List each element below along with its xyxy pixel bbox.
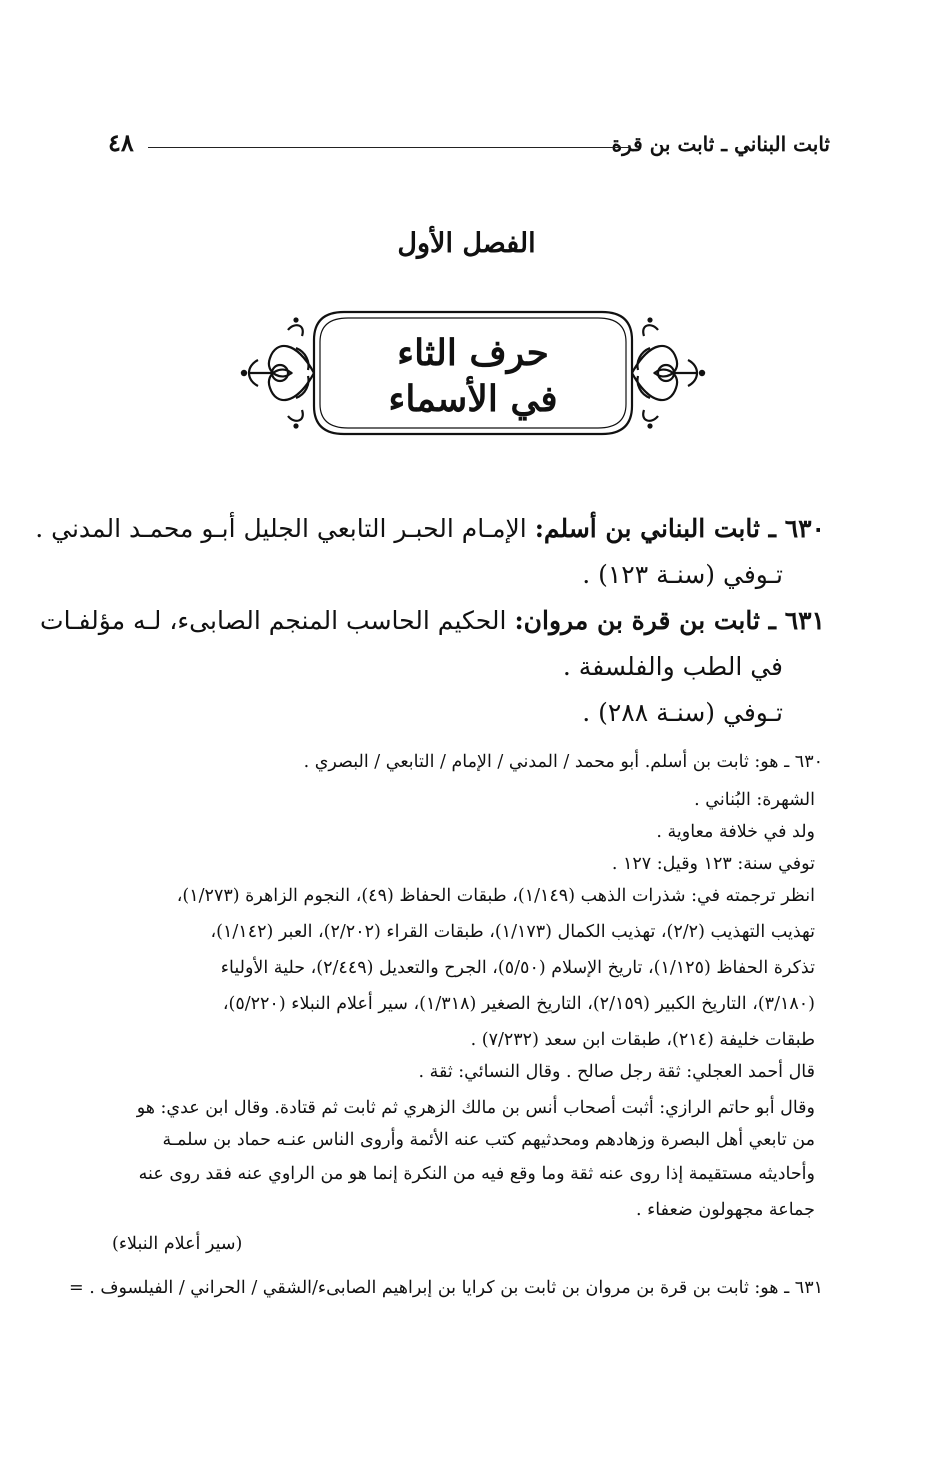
footnote-line: انظر ترجمته في: شذرات الذهب (١/١٤٩)، طبقات الحفاظ (٤٩)، النجوم الزاهرة (١/٢٧٣)، [176, 886, 815, 906]
ornament-line-2: في الأسماء [388, 378, 558, 420]
entry-text: الإمـام الحبـر التابعي الجليل أبـو محمـد المدني . [35, 514, 527, 543]
footnote-line: الشهرة: البُناني . [694, 790, 815, 810]
footnote-line: تهذيب التهذيب (٢/٢)، تهذيب الكمال (١/١٧٣)، طبقات القراء (٢/٢٠٢)، العبر (١/١٤٢)، [210, 922, 815, 942]
footnote-source: (سير أعلام النبلاء) [112, 1234, 243, 1254]
ornamental-title-frame [236, 300, 710, 450]
entry-631-line: تـوفي (سنـة ٢٨٨) . [582, 698, 783, 727]
footnote-line: جماعة مجهولون ضعفاء . [635, 1200, 815, 1220]
footnote-line: قال أحمد العجلي: ثقة رجل صالح . وقال النسائي: ثقة . [418, 1062, 815, 1082]
page-number: ٤٨ [108, 128, 134, 157]
footnote-line: وأحاديثه مستقيمة إذا روى عنه ثقة وما وقع فيه من النكرة إنما هو من الراوي عنه فقد روى عنه [138, 1164, 815, 1184]
entry-631 [40, 606, 825, 635]
footnote-line: تذكرة الحفاظ (١/١٢٥)، تاريخ الإسلام (٥/٥٠)، الجرح والتعديل (٢/٤٤٩)، حلية الأولياء [220, 958, 815, 978]
entry-631-line: في الطب والفلسفة . [562, 652, 783, 681]
footnote-line: توفي سنة: ١٢٣ وقيل: ١٢٧ . [611, 854, 815, 874]
footnote-line: ٦٣١ ـ هو: ثابت بن قرة بن مروان بن ثابت بن كرايا بن إبراهيم الصابىء/الشقي / الحراني / الفيلسوف . = [69, 1278, 823, 1298]
running-header [108, 128, 830, 164]
footnote-line: ولد في خلافة معاوية . [656, 822, 815, 842]
footnote-line: (٣/١٨٠)، التاريخ الكبير (٢/١٥٩)، التاريخ الصغير (١/٣١٨)، سير أعلام النبلاء (٥/٢٢٠)، [222, 994, 815, 1014]
header-rule [148, 147, 630, 148]
chapter-title: الفصل الأول [397, 228, 536, 259]
footnote-line: وقال أبو حاتم الرازي: أثبت أصحاب أنس بن مالك الزهري ثم ثابت ثم قتادة. وقال ابن عدي: هو [136, 1098, 815, 1118]
ornament-line-1: حرف الثاء [397, 332, 549, 374]
footnote-line: ٦٣٠ ـ هو: ثابت بن أسلم. أبو محمد / المدني / الإمام / التابعي / البصري . [303, 752, 823, 772]
footnote-line: طبقات خليفة (٢١٤)، طبقات ابن سعد (٧/٢٣٢) . [470, 1030, 815, 1050]
footnote-line: من تابعي أهل البصرة وزهادهم ومحدثيهم كتب عنه الأئمة وأروى الناس عنـه حماد بن سلمـة [162, 1130, 815, 1150]
entry-head: ٦٣٠ ـ ثابت البناني بن أسلم: [534, 514, 825, 543]
running-header-title: ثابت البناني ـ ثابت بن قرة [611, 132, 830, 156]
entry-head: ٦٣١ ـ ثابت بن قرة بن مروان: [514, 606, 825, 635]
entry-630 [35, 514, 825, 543]
entry-text: الحكيم الحاسب المنجم الصابىء، لـه مؤلفـات [40, 606, 507, 635]
entry-630-line: تـوفي (سنـة ١٢٣) . [582, 560, 783, 589]
